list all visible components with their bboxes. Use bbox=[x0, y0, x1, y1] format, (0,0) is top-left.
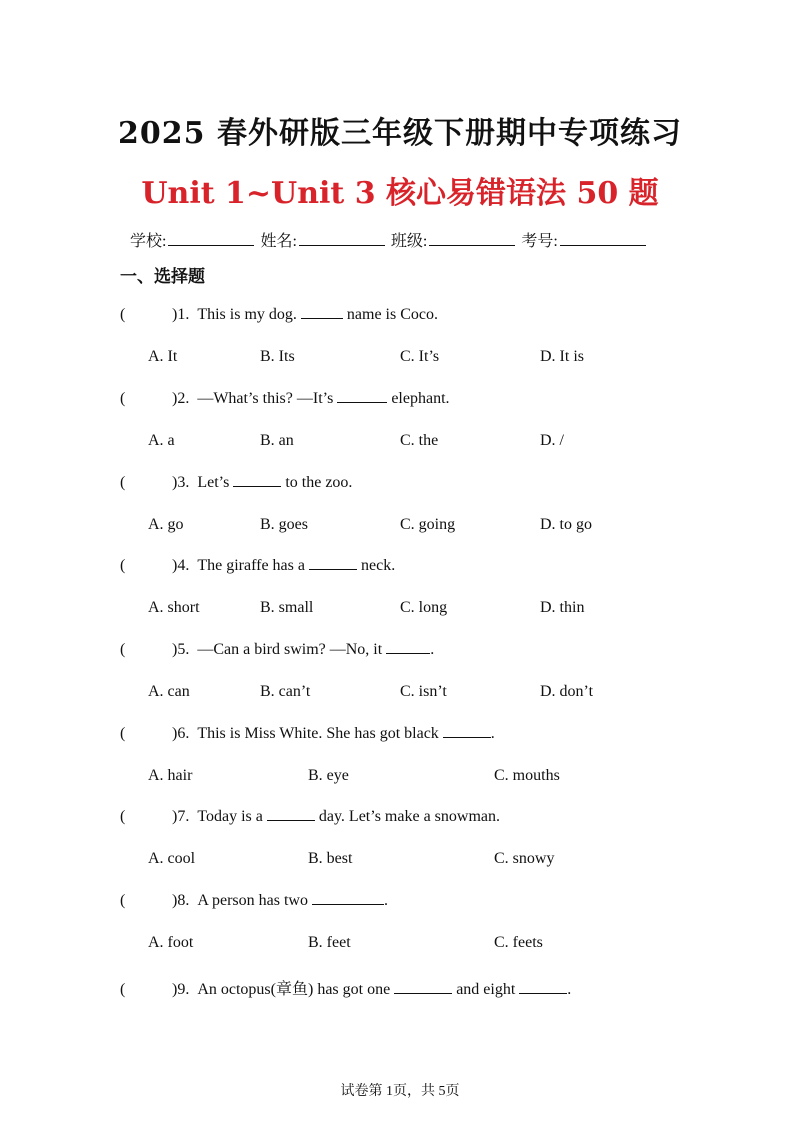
answer-paren[interactable]: ( bbox=[120, 725, 126, 742]
question-number: )3. bbox=[172, 474, 190, 491]
option-a[interactable]: A. cool bbox=[148, 850, 196, 867]
class-field: 班级: bbox=[391, 228, 515, 251]
question-text: and eight bbox=[452, 981, 520, 998]
option-a[interactable]: A. a bbox=[148, 432, 175, 449]
question-2 bbox=[120, 390, 450, 408]
answer-paren[interactable]: ( bbox=[120, 641, 126, 658]
answer-paren[interactable]: ( bbox=[120, 808, 126, 825]
option-b[interactable]: B. small bbox=[260, 599, 314, 616]
school-field: 学校: bbox=[130, 228, 254, 251]
option-b[interactable]: B. can’t bbox=[260, 683, 311, 700]
question-number: )7. bbox=[172, 808, 190, 825]
answer-paren[interactable]: ( bbox=[120, 892, 126, 909]
answer-paren[interactable]: ( bbox=[120, 557, 126, 574]
name-line[interactable] bbox=[299, 231, 385, 246]
question-text: . bbox=[430, 641, 435, 658]
option-c[interactable]: C. long bbox=[400, 599, 448, 616]
question-text: Let’s bbox=[197, 474, 234, 491]
exam-no-line[interactable] bbox=[560, 231, 646, 246]
answer-paren[interactable]: ( bbox=[120, 474, 126, 491]
question-5 bbox=[120, 641, 434, 659]
answer-blank[interactable] bbox=[386, 641, 430, 654]
question-number: )5. bbox=[172, 641, 190, 658]
option-d[interactable]: D. to go bbox=[540, 516, 592, 533]
question-7 bbox=[120, 808, 500, 826]
option-d[interactable]: D. It is bbox=[540, 348, 584, 365]
option-a[interactable]: A. short bbox=[148, 599, 200, 616]
answer-paren[interactable]: ( bbox=[120, 981, 126, 998]
answer-blank[interactable] bbox=[309, 557, 357, 570]
question-text: . bbox=[383, 892, 388, 909]
school-line[interactable] bbox=[168, 231, 254, 246]
question-6 bbox=[120, 725, 495, 743]
question-4 bbox=[120, 557, 395, 575]
question-text: . bbox=[490, 725, 495, 742]
option-c[interactable]: C. the bbox=[400, 432, 439, 449]
exam-no-field: 考号: bbox=[521, 228, 645, 251]
question-text: . bbox=[567, 981, 572, 998]
class-line[interactable] bbox=[429, 231, 515, 246]
question-text: —Can a bird swim? —No, it bbox=[197, 641, 387, 658]
question-text: An octopus(章鱼) has got one bbox=[197, 981, 395, 998]
option-b[interactable]: B. Its bbox=[260, 348, 295, 365]
question-text: Today is a bbox=[197, 808, 267, 825]
answer-paren[interactable]: ( bbox=[120, 306, 126, 323]
question-text: A person has two bbox=[197, 892, 312, 909]
option-b[interactable]: B. best bbox=[308, 850, 353, 867]
answer-paren[interactable]: ( bbox=[120, 390, 126, 407]
option-c[interactable]: C. mouths bbox=[494, 767, 560, 784]
question-text: name is Coco. bbox=[342, 306, 438, 323]
question-text: day. Let’s make a snowman. bbox=[314, 808, 500, 825]
question-8 bbox=[120, 892, 388, 910]
option-d[interactable]: D. thin bbox=[540, 599, 585, 616]
option-b[interactable]: B. feet bbox=[308, 934, 351, 951]
question-number: )1. bbox=[172, 306, 190, 323]
option-d[interactable]: D. don’t bbox=[540, 683, 594, 700]
section-heading: 一、选择题 bbox=[120, 267, 205, 287]
option-c[interactable]: C. feets bbox=[494, 934, 543, 951]
option-a[interactable]: A. foot bbox=[148, 934, 194, 951]
question-text: This is Miss White. She has got black bbox=[197, 725, 443, 742]
answer-blank[interactable] bbox=[312, 892, 384, 905]
answer-blank[interactable] bbox=[301, 306, 343, 319]
question-text: to the zoo. bbox=[281, 474, 353, 491]
option-a[interactable]: A. go bbox=[148, 516, 184, 533]
question-text: This is my dog. bbox=[197, 306, 301, 323]
question-number: )8. bbox=[172, 892, 190, 909]
option-a[interactable]: A. hair bbox=[148, 767, 193, 784]
question-text: neck. bbox=[356, 557, 396, 574]
option-a[interactable]: A. It bbox=[148, 348, 178, 365]
answer-blank[interactable] bbox=[267, 808, 315, 821]
page-title: 2025 春外研版三年级下册期中专项练习 bbox=[118, 116, 682, 151]
question-text: —What’s this? —It’s bbox=[197, 390, 338, 407]
answer-blank[interactable] bbox=[519, 981, 567, 994]
answer-blank[interactable] bbox=[337, 390, 387, 403]
question-number: )4. bbox=[172, 557, 190, 574]
option-a[interactable]: A. can bbox=[148, 683, 190, 700]
option-c[interactable]: C. snowy bbox=[494, 850, 555, 867]
question-number: )2. bbox=[172, 390, 190, 407]
question-text: elephant. bbox=[387, 390, 450, 407]
question-1 bbox=[120, 306, 438, 324]
answer-blank[interactable] bbox=[233, 474, 281, 487]
option-c[interactable]: C. going bbox=[400, 516, 456, 533]
question-9 bbox=[120, 976, 571, 999]
name-field: 姓名: bbox=[260, 228, 384, 251]
option-b[interactable]: B. goes bbox=[260, 516, 308, 533]
student-info-row bbox=[130, 228, 690, 251]
page-subtitle: Unit 1~Unit 3 核心易错语法 50 题 bbox=[141, 176, 659, 211]
option-b[interactable]: B. an bbox=[260, 432, 294, 449]
question-3 bbox=[120, 474, 352, 492]
option-d[interactable]: D. / bbox=[540, 432, 564, 449]
option-b[interactable]: B. eye bbox=[308, 767, 349, 784]
option-c[interactable]: C. It’s bbox=[400, 348, 440, 365]
option-c[interactable]: C. isn’t bbox=[400, 683, 447, 700]
page-footer: 试卷第 1页，共 5页 bbox=[340, 1084, 460, 1099]
question-text: The giraffe has a bbox=[197, 557, 309, 574]
answer-blank[interactable] bbox=[394, 981, 452, 994]
question-number: )6. bbox=[172, 725, 190, 742]
question-number: )9. bbox=[172, 981, 190, 998]
answer-blank[interactable] bbox=[443, 725, 491, 738]
